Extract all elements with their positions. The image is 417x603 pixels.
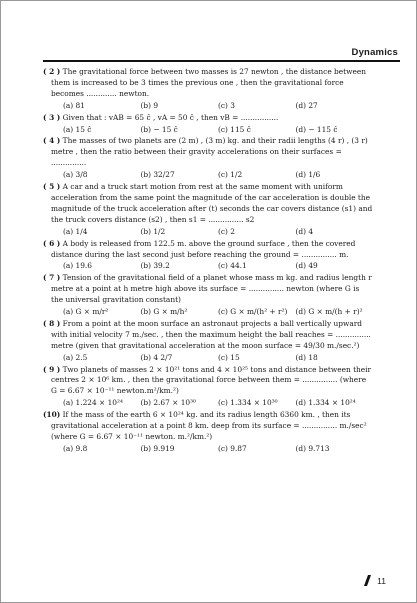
question-text — [43, 239, 373, 261]
answer-choice: (c) 3 — [218, 100, 235, 110]
answer-choice: (d) 27 — [295, 100, 318, 110]
answer-choices — [43, 398, 373, 409]
question-text — [43, 182, 373, 226]
question-item — [43, 182, 373, 238]
answer-choice: (c) 9.87 — [218, 443, 247, 453]
question-body: A body is released from 122.5 m. above the ground surface , then the covered distance during the last second just before reaching the ground = ............... m. — [51, 238, 356, 259]
question-text — [43, 113, 373, 124]
question-text — [43, 365, 373, 398]
question-list — [43, 67, 373, 456]
answer-choice: (d) 4 — [295, 226, 314, 236]
question-body: From a point at the moon surface an astronaut projects a ball vertically upward with initial velocity 7 m./sec. , then the maximum height the ball reaches = ............... metre (given that gravitational acceleration at the moon surface = 49/30 m./sec.²) — [51, 318, 371, 350]
question-body: A car and a truck start motion from rest at the same moment with uniform acceleration from the same point the magnitude of the car acceleration is double the magnitude of the truck acceleration after (t) seconds the car covers distance (s1) and the truck covers distance (s2) , then s1 = ............... s2 — [51, 182, 373, 224]
question-body: Tension of the gravitational field of a planet whose mass m kg. and radius length r metre at a point at h metre high above its surface = ............... newton (where G is the universal gravitation constant) — [51, 273, 372, 305]
footer-bar-mark — [364, 575, 371, 586]
answer-choice: (c) 44.1 — [218, 261, 247, 271]
answer-choices — [43, 227, 373, 238]
answer-choice: (b) 1/2 — [140, 226, 166, 236]
answer-choice: (b) G × m/h² — [140, 307, 188, 317]
question-text — [43, 410, 373, 443]
answer-choice: (c) G × m/(h² + r²) — [218, 307, 288, 317]
answer-choice: (b) 4 2/7 — [140, 352, 173, 362]
answer-choice: (d) 18 — [295, 352, 318, 362]
answer-choices — [43, 125, 373, 136]
answer-choice: (d) 49 — [295, 261, 318, 271]
answer-choice: (a) 3/8 — [63, 170, 88, 180]
answer-choice: (a) 15 ĉ — [63, 124, 92, 134]
question-item — [43, 113, 373, 136]
answer-choice: (d) − 115 ĉ — [295, 124, 338, 134]
answer-choice: (c) 15 — [218, 352, 240, 362]
answer-choices — [43, 101, 373, 112]
answer-choice: (b) − 15 ĉ — [140, 124, 178, 134]
answer-choice: (b) 9 — [140, 100, 159, 110]
answer-choice: (b) 2.67 × 10³⁰ — [140, 398, 197, 408]
page-footer — [366, 575, 386, 586]
answer-choice: (a) 2.5 — [63, 352, 88, 362]
answer-choice: (c) 115 ĉ — [218, 124, 251, 134]
answer-choices — [43, 170, 373, 181]
question-item — [43, 410, 373, 455]
question-number: ( 5 ) — [43, 182, 61, 192]
answer-choice: (d) G × m/(h + r)² — [295, 307, 363, 317]
answer-choice: (a) 19.6 — [63, 261, 92, 271]
question-number: ( 3 ) — [43, 112, 61, 122]
question-item — [43, 365, 373, 410]
chapter-title: Dynamics — [351, 47, 398, 58]
answer-choices — [43, 444, 373, 455]
answer-choice: (c) 2 — [218, 226, 235, 236]
question-number: ( 4 ) — [43, 136, 61, 146]
answer-choices — [43, 261, 373, 272]
answer-choices — [43, 353, 373, 364]
answer-choice: (d) 9.713 — [295, 443, 330, 453]
answer-choice: (b) 39.2 — [140, 261, 170, 271]
answer-choice: (a) 9.8 — [63, 443, 88, 453]
question-item — [43, 239, 373, 273]
question-number: ( 2 ) — [43, 67, 61, 76]
question-text — [43, 273, 373, 306]
answer-choice: (a) 1.224 × 10²⁴ — [63, 398, 123, 408]
question-body: Given that : vAB = 65 ĉ , vA = 50 ĉ , then vB = ................ — [62, 112, 279, 122]
header-rule — [43, 60, 400, 62]
answer-choice: (d) 1/6 — [295, 170, 321, 180]
question-text — [43, 319, 373, 352]
answer-choice: (a) 1/4 — [63, 226, 88, 236]
question-number: (10) — [43, 410, 61, 420]
question-body: The gravitational force between two masses is 27 newton , the distance between them is increased to be 3 times the previous one , then the gravitational force becomes ............. newton. — [51, 67, 366, 98]
answer-choice: (b) 9.919 — [140, 443, 175, 453]
question-body: If the mass of the earth 6 × 10²⁴ kg. and its radius length 6360 km. , then its gravitational acceleration at a point 8 km. deep from its surface = ............... m./sec² (where G = 6.67 × 10⁻¹¹ newton. m.²/km.²) — [51, 410, 367, 441]
answer-choice: (c) 1.334 × 10³⁰ — [218, 398, 278, 408]
answer-choice: (d) 1.334 × 10²⁴ — [295, 398, 356, 408]
question-text — [43, 67, 373, 100]
answer-choice: (b) 32/27 — [140, 170, 175, 180]
question-number: ( 7 ) — [43, 273, 61, 283]
question-body: The masses of two planets are (2 m) , (3 m) kg. and their radii lengths (4 r) , (3 r) metre , then the ratio between their gravity accelerations on their surfaces = ............... — [51, 136, 368, 168]
question-text — [43, 136, 373, 169]
answer-choice: (c) 1/2 — [218, 170, 243, 180]
question-item — [43, 67, 373, 112]
question-number: ( 9 ) — [43, 364, 61, 374]
question-number: ( 6 ) — [43, 238, 61, 248]
question-item — [43, 136, 373, 181]
question-body: Two planets of masses 2 × 10²¹ tons and 4 × 10²⁵ tons and distance between their centres 2 × 10⁶ km. , then the gravitational force between them = ............... (where G = 6.67 × 10⁻¹¹ newton.m²/km.²) — [51, 364, 372, 396]
question-item — [43, 319, 373, 364]
answer-choice: (a) 81 — [63, 100, 85, 110]
question-item — [43, 273, 373, 318]
question-number: ( 8 ) — [43, 318, 61, 328]
page-number: 11 — [377, 576, 386, 586]
answer-choices — [43, 307, 373, 318]
answer-choice: (a) G × m/r² — [63, 307, 109, 317]
